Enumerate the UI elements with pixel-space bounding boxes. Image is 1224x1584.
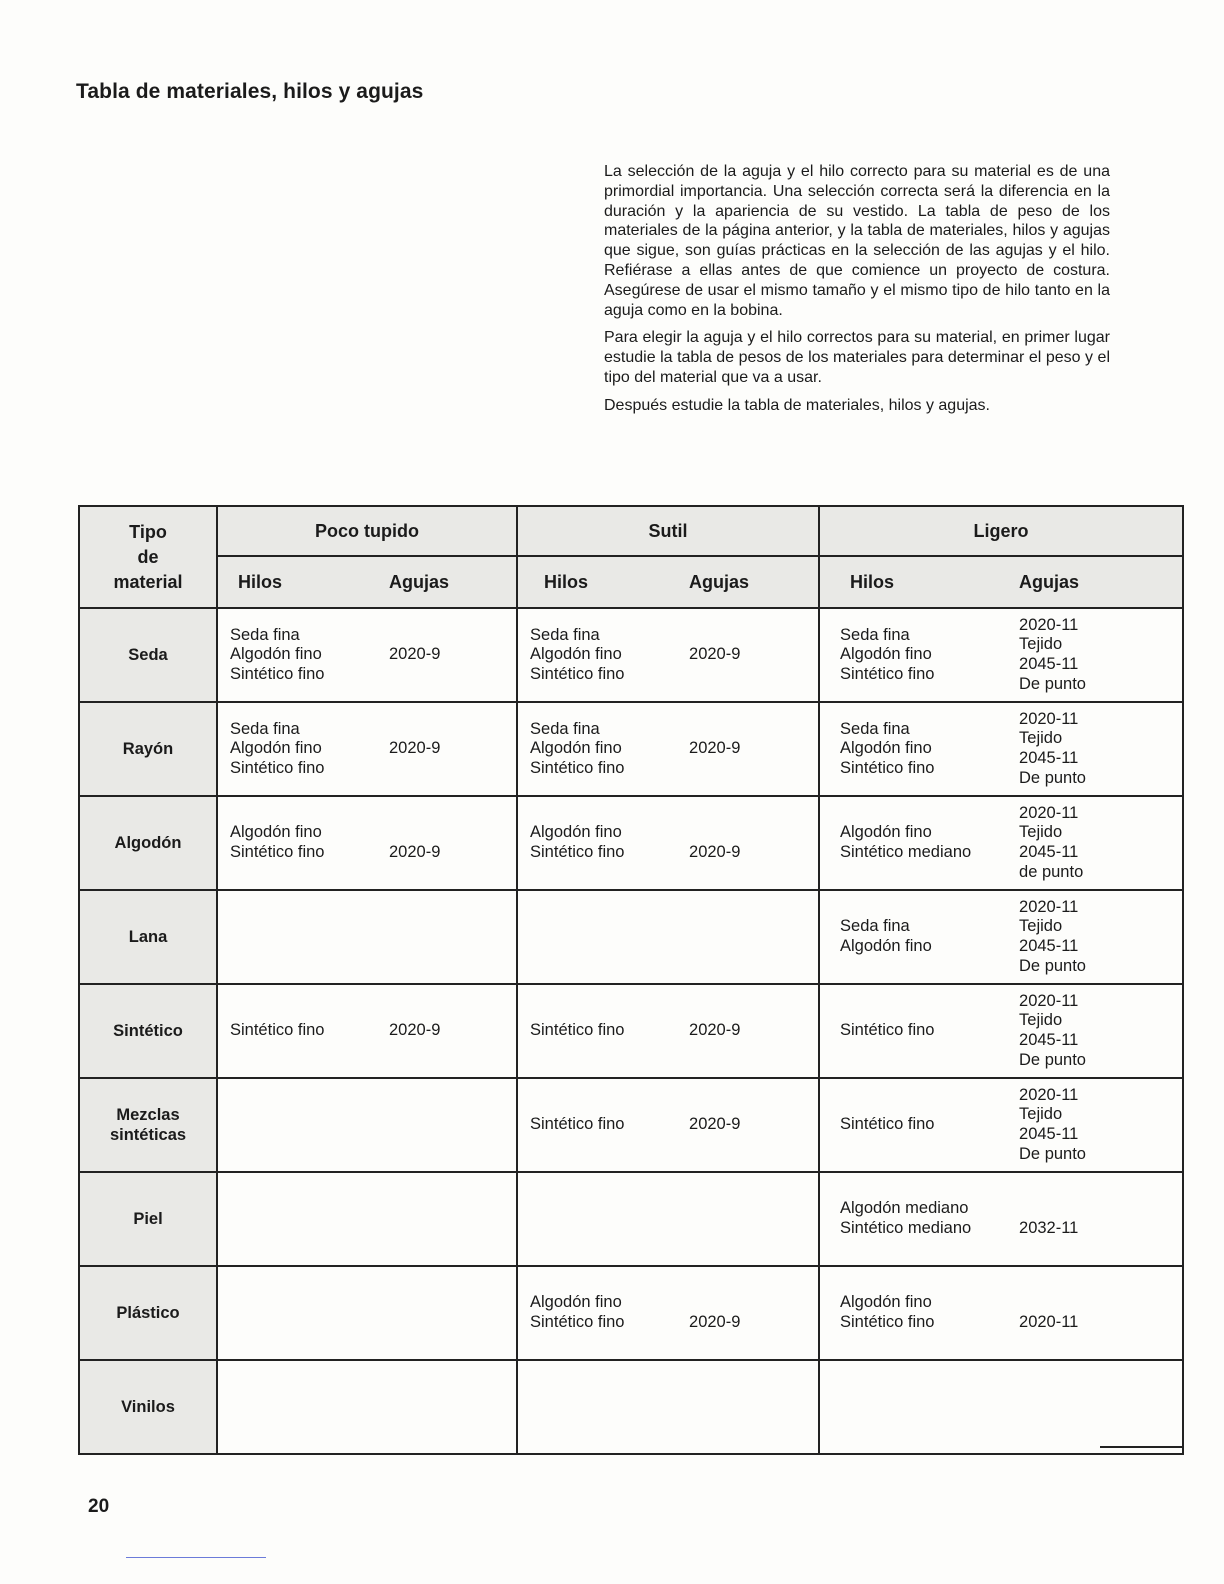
needle-item: 2020-9 [689, 645, 741, 664]
hilos-cell-ligero [819, 702, 999, 796]
needle-item: de punto [1019, 862, 1084, 881]
header-agujas: Agujas [389, 556, 517, 608]
agujas-cell-ligero [999, 702, 1183, 796]
needle-item: 2020-9 [389, 739, 441, 758]
thread-item: Seda fina [840, 719, 910, 738]
table-body [79, 608, 1183, 1454]
needle-item: Tejido [1019, 1011, 1063, 1030]
material-name: Plástico [116, 1304, 180, 1322]
thread-item: Seda fina [530, 719, 600, 738]
header-agujas: Agujas [689, 556, 819, 608]
needle-item: Tejido [1019, 729, 1063, 748]
thread-item: Sintético fino [840, 1021, 935, 1040]
header-ligero: Ligero [819, 506, 1183, 556]
agujas-cell-sutil [689, 984, 819, 1078]
table-row [79, 1266, 1183, 1360]
needle-item: Tejido [1019, 917, 1063, 936]
hilos-cell-sutil [517, 702, 689, 796]
needle-item: 2032-11 [1019, 1219, 1079, 1237]
needle-item: 2045-11 [1019, 1125, 1079, 1143]
needle-item: 2020-9 [389, 843, 441, 861]
needle-item: De punto [1019, 674, 1086, 693]
agujas-cell-sutil [689, 1360, 819, 1454]
table-row [79, 796, 1183, 890]
thread-item: Algodón fino [530, 645, 622, 664]
header-hilos: Hilos [517, 556, 689, 608]
material-name: Piel [133, 1210, 163, 1228]
hilos-cell-ligero [819, 1266, 999, 1360]
material-name: Seda [128, 646, 168, 664]
needle-item [689, 1293, 818, 1313]
needle-item [689, 823, 818, 843]
agujas-cell-sutil [689, 1172, 819, 1266]
thread-item: Sintético mediano [840, 843, 972, 861]
agujas-cell-poco-tupido [389, 796, 517, 890]
thread-item: Sintético fino [840, 1313, 935, 1331]
thread-item: Sintético mediano [840, 1219, 972, 1237]
hilos-cell-sutil [517, 890, 689, 984]
hilos-cell-sutil [517, 1078, 689, 1172]
table-row [79, 608, 1183, 702]
hilos-cell-poco-tupido [217, 1172, 389, 1266]
thread-item: Sintético fino [530, 1021, 625, 1040]
needle-item [1019, 1293, 1182, 1313]
needle-item: 2045-11 [1019, 843, 1079, 861]
agujas-cell-ligero [999, 984, 1183, 1078]
table-row [79, 702, 1183, 796]
materials-table-container [78, 505, 1182, 1455]
agujas-cell-poco-tupido [389, 1172, 517, 1266]
needle-item: De punto [1019, 768, 1086, 787]
hilos-cell-ligero [819, 1172, 999, 1266]
row-material [79, 890, 217, 984]
thread-item: Sintético fino [840, 758, 935, 777]
thread-item: Sintético fino [530, 1115, 625, 1134]
hilos-cell-poco-tupido [217, 1078, 389, 1172]
agujas-cell-poco-tupido [389, 1266, 517, 1360]
hilos-cell-poco-tupido [217, 702, 389, 796]
hilos-cell-poco-tupido [217, 608, 389, 702]
agujas-cell-poco-tupido [389, 702, 517, 796]
hilos-cell-poco-tupido [217, 796, 389, 890]
agujas-cell-sutil [689, 608, 819, 702]
needle-item: 2045-11 [1019, 1031, 1079, 1049]
needle-item: 2020-11 [1019, 803, 1079, 822]
thread-item: Sintético fino [530, 758, 625, 777]
hilos-cell-ligero [819, 1078, 999, 1172]
needle-item: 2020-9 [689, 1021, 741, 1040]
needle-item: 2020-9 [689, 1313, 741, 1331]
agujas-cell-poco-tupido [389, 984, 517, 1078]
row-material [79, 1078, 217, 1172]
agujas-cell-poco-tupido [389, 890, 517, 984]
agujas-cell-ligero [999, 1078, 1183, 1172]
thread-item: Algodón fino [840, 937, 932, 955]
material-name: Algodón [114, 834, 182, 852]
thread-item: Seda fina [230, 625, 300, 644]
hilos-cell-ligero [819, 608, 999, 702]
hilos-cell-poco-tupido [217, 1266, 389, 1360]
needle-item: 2045-11 [1019, 655, 1079, 673]
header-hilos: Hilos [819, 556, 999, 608]
agujas-cell-ligero [999, 1266, 1183, 1360]
needle-item: De punto [1019, 1144, 1086, 1163]
thread-item: Seda fina [230, 719, 300, 738]
thread-item: Algodón fino [840, 645, 932, 664]
thread-item: Algodón fino [530, 1293, 622, 1312]
thread-item: Sintético fino [840, 664, 935, 683]
hilos-cell-sutil [517, 608, 689, 702]
thread-item: Seda fina [840, 625, 910, 644]
hilos-cell-sutil [517, 1360, 689, 1454]
needle-item: Tejido [1019, 823, 1063, 842]
thread-item: Sintético fino [840, 1115, 935, 1134]
page-number: 20 [88, 1496, 110, 1517]
needle-item: 2020-9 [689, 843, 741, 861]
needle-item: De punto [1019, 1050, 1086, 1069]
material-name: Mezclas [116, 1106, 180, 1124]
agujas-cell-ligero [999, 608, 1183, 702]
header-agujas: Agujas [999, 556, 1183, 608]
hilos-cell-ligero [819, 796, 999, 890]
needle-item: 2045-11 [1019, 749, 1079, 767]
thread-item: Sintético fino [230, 758, 325, 777]
header-poco-tupido: Poco tupido [217, 506, 517, 556]
hilos-cell-poco-tupido [217, 1360, 389, 1454]
needle-item: 2020-11 [1019, 1313, 1079, 1331]
hilos-cell-ligero [819, 1360, 999, 1454]
table-bottom-rule [1100, 1446, 1182, 1448]
hilos-cell-sutil [517, 1172, 689, 1266]
needle-item: 2020-9 [389, 1021, 441, 1040]
table-row [79, 1078, 1183, 1172]
agujas-cell-sutil [689, 1078, 819, 1172]
materials-table [78, 505, 1184, 1455]
material-name: Rayón [122, 740, 174, 758]
table-row [79, 890, 1183, 984]
thread-item: Algodón fino [840, 739, 932, 758]
needle-item: 2020-11 [1019, 709, 1079, 728]
agujas-cell-sutil [689, 890, 819, 984]
row-material [79, 984, 217, 1078]
intro-paragraph: Después estudie la tabla de materiales, hilos y agujas. [604, 396, 990, 414]
thread-item: Algodón fino [230, 823, 322, 842]
agujas-cell-ligero [999, 796, 1183, 890]
header-material-line: material [113, 571, 183, 592]
thread-item: Seda fina [530, 625, 600, 644]
hilos-cell-sutil [517, 984, 689, 1078]
agujas-cell-sutil [689, 702, 819, 796]
hilos-cell-sutil [517, 1266, 689, 1360]
table-row [79, 1172, 1183, 1266]
needle-item [1019, 1199, 1182, 1219]
hilos-cell-ligero [819, 890, 999, 984]
needle-item: 2045-11 [1019, 937, 1079, 955]
thread-item: Algodón fino [530, 823, 622, 842]
row-material [79, 608, 217, 702]
header-hilos: Hilos [217, 556, 389, 608]
needle-item: 2020-9 [389, 645, 441, 664]
thread-item: Sintético fino [530, 843, 625, 861]
agujas-cell-sutil [689, 796, 819, 890]
needle-item: 2020-11 [1019, 897, 1079, 916]
hilos-cell-sutil [517, 796, 689, 890]
row-material [79, 1266, 217, 1360]
agujas-cell-ligero [999, 1172, 1183, 1266]
material-name: Sintético [113, 1022, 183, 1040]
header-sutil: Sutil [517, 506, 819, 556]
needle-item: Tejido [1019, 635, 1063, 654]
thread-item: Sintético fino [530, 664, 625, 683]
hilos-cell-ligero [819, 984, 999, 1078]
page-title: Tabla de materiales, hilos y agujas [76, 80, 424, 103]
needle-item: 2020-11 [1019, 991, 1079, 1010]
row-material [79, 796, 217, 890]
agujas-cell-sutil [689, 1266, 819, 1360]
footer-rule [126, 1557, 266, 1558]
thread-item: Algodón fino [230, 739, 322, 758]
needle-item: De punto [1019, 956, 1086, 975]
thread-item: Sintético fino [230, 664, 325, 683]
thread-item: Sintético fino [230, 843, 325, 861]
row-material [79, 702, 217, 796]
needle-item: 2020-9 [689, 739, 741, 758]
thread-item: Algodón fino [840, 1293, 932, 1312]
needle-item: 2020-11 [1019, 615, 1079, 634]
needle-item [389, 823, 516, 843]
material-name: Vinilos [121, 1398, 175, 1416]
thread-item: Algodón fino [230, 645, 322, 664]
needle-item: 2020-11 [1019, 1085, 1079, 1104]
intro-paragraph: Para elegir la aguja y el hilo correctos para su material, en primer lugar estudie la tabla de pesos de los materiales para determinar el peso y el tipo del material que va a usar. [604, 329, 1110, 386]
needle-item: 2020-9 [689, 1115, 741, 1134]
agujas-cell-poco-tupido [389, 1078, 517, 1172]
thread-item: Algodón fino [840, 823, 932, 842]
intro-text [604, 162, 1110, 424]
thread-item: Seda fina [840, 917, 910, 936]
row-material [79, 1360, 217, 1454]
agujas-cell-ligero [999, 1360, 1183, 1454]
agujas-cell-ligero [999, 890, 1183, 984]
row-material [79, 1172, 217, 1266]
material-name: Lana [128, 928, 168, 946]
agujas-cell-poco-tupido [389, 1360, 517, 1454]
header-material-line: de [137, 546, 159, 567]
table-row [79, 1360, 1183, 1454]
header-material-line: Tipo [129, 521, 167, 542]
header-material-type [79, 506, 217, 608]
agujas-cell-poco-tupido [389, 608, 517, 702]
needle-item: Tejido [1019, 1105, 1063, 1124]
hilos-cell-poco-tupido [217, 984, 389, 1078]
thread-item: Sintético fino [230, 1021, 325, 1040]
hilos-cell-poco-tupido [217, 890, 389, 984]
thread-item: Sintético fino [530, 1313, 625, 1331]
thread-item: Algodón fino [530, 739, 622, 758]
material-name: sintéticas [109, 1126, 187, 1144]
table-row [79, 984, 1183, 1078]
intro-paragraph: La selección de la aguja y el hilo correcto para su material es de una primordial importancia. Una selección correcta será la diferencia en la duración y la apariencia de su vestido. La tabla de peso de los materiales de la página anterior, y la tabla de materiales, hilos y agujas que sigue, son guías prácticas en la selección de las agujas y el hilo. Refiérase a ellas antes de que comience un proyecto de costura. Asegúrese de usar el mismo tamaño y el mismo tipo de hilo tanto en la aguja como en la bobina. [604, 163, 1110, 319]
thread-item: Algodón mediano [840, 1199, 969, 1218]
